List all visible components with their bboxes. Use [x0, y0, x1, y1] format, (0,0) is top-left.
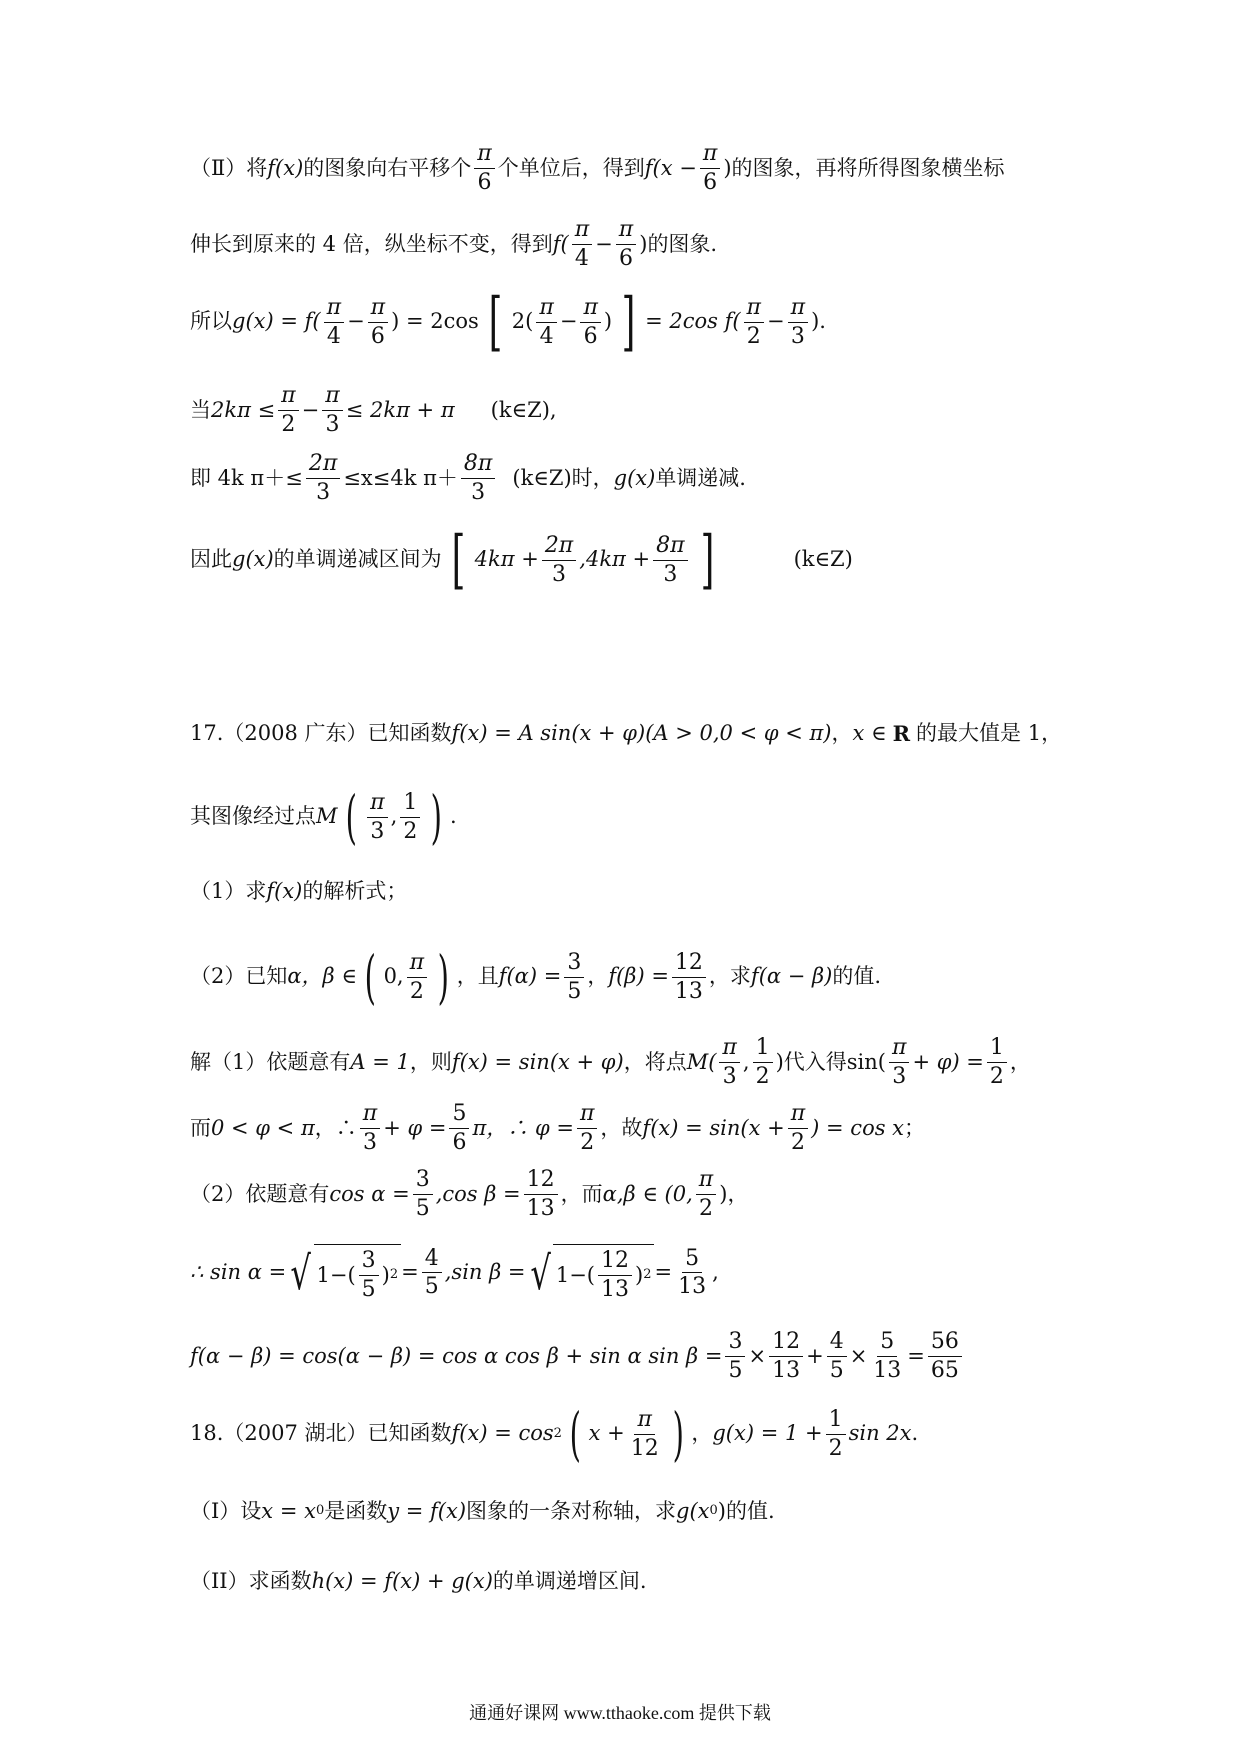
fraction: $\frac{\pi}{3}$ [360, 1102, 380, 1155]
left-bracket: [ [451, 523, 466, 597]
fraction: $\frac{1}{2}$ [987, 1036, 1007, 1089]
problem-17-question-1: （1）求 f(x) 的解析式； [190, 879, 408, 903]
problem-17-question-2: （2）已知 α，β ∈ ( 0, $\frac{\pi}{2}$ ) ，且 f(α) = $\frac{3}{5}$ ， f(β) = $\frac{12}{13}$ ，求 f(α − β) 的值. [190, 943, 882, 1011]
solution-16-line-2: 伸长到原来的 4 倍，纵坐标不变，得到 f( $\frac{\pi}{4}$ − $\frac{\pi}{6}$ ) 的图象. [190, 217, 718, 271]
fraction: $\frac{8\pi}{3}$ [461, 452, 495, 505]
fraction: $\frac{\pi}{6}$ [474, 142, 494, 195]
fraction: $\frac{1}{2}$ [753, 1036, 773, 1089]
fraction: $\frac{56}{65}$ [928, 1330, 962, 1383]
solution-17-line-3: （2）依题意有 cos α = $\frac{3}{5}$ ,cos β = $\frac{12}{13}$ ，而 α,β ∈ (0, $\frac{\pi}{2}$ ) ， [190, 1167, 749, 1221]
fraction: $\frac{\pi}{6}$ [616, 218, 636, 271]
square-root: √ 1−( $\frac{12}{13}$ ) 2 [526, 1244, 655, 1302]
fraction: $\frac{4}{5}$ [422, 1247, 442, 1300]
fraction: $\frac{\pi}{6}$ [368, 296, 388, 349]
fraction: $\frac{5}{6}$ [449, 1102, 469, 1155]
fraction: $\frac{\pi}{3}$ [889, 1036, 909, 1089]
fraction: $\frac{12}{13}$ [672, 951, 706, 1004]
solution-17-line-4: ∴ sin α = √ 1−( $\frac{3}{5}$ ) 2 = $\frac{4}{5}$ ,sin β = √ 1−( $\frac{12}{13}$ ) 2 = $\frac{5}{13}$ , [190, 1245, 719, 1302]
fraction: $\frac{2\pi}{3}$ [542, 534, 576, 587]
fraction: $\frac{\pi}{3}$ [322, 384, 342, 437]
fraction: $\frac{\pi}{4}$ [324, 296, 344, 349]
solution-17-line-2: 而 0 < φ < π ，∴ $\frac{\pi}{3}$ + φ = $\frac{5}{6}$ π ，∴ φ = $\frac{\pi}{2}$ ，故 f(x) = sin(x + $\frac{\pi}{2}$ ) = cos x ； [190, 1101, 926, 1155]
fraction: $\frac{3}{5}$ [359, 1249, 379, 1302]
problem-17-statement: 17.（2008 广东）已知函数 f(x) = A sin(x + φ)(A > 0,0 < φ < π) ， x ∈ R 的最大值是 1， [190, 721, 1063, 746]
fraction: $\frac{8\pi}{3}$ [653, 534, 687, 587]
fraction: $\frac{12}{13}$ [769, 1330, 803, 1383]
fraction: $\frac{\pi}{6}$ [580, 296, 600, 349]
solution-17-line-5: f(α − β) = cos(α − β) = cos α cos β + sin α sin β = $\frac{3}{5}$ × $\frac{12}{13}$ + $\frac{4}{5}$ × $\frac{5}{13}$ = $\frac{56}{65}$ [190, 1330, 1170, 1383]
solution-16-line-4: 当 2kπ ≤ $\frac{\pi}{2}$ − $\frac{\pi}{3}$ ≤ 2kπ + π (k∈Z), [190, 383, 557, 437]
square-root: √ 1−( $\frac{3}{5}$ ) 2 [286, 1244, 401, 1302]
solution-16-line-5: 即 4k π＋≤ $\frac{2\pi}{3}$ ≤x≤4k π＋ $\frac{8\pi}{3}$ (k∈Z)时， g(x) 单调递减. [190, 451, 746, 505]
fraction: $\frac{\pi}{3}$ [788, 296, 808, 349]
solution-16-line-6: 因此 g(x) 的单调递减区间为 [ 4kπ + $\frac{2\pi}{3}$ ,4kπ + $\frac{8\pi}{3}$ ] (k∈Z) [190, 523, 853, 597]
problem-17-point: 其图像经过点 M ( $\frac{\pi}{3}$ , $\frac{1}{2}$ ) . [190, 783, 457, 851]
fraction: $\frac{3}{5}$ [413, 1168, 433, 1221]
fraction: $\frac{\pi}{2}$ [577, 1102, 597, 1155]
fraction: $\frac{\pi}{3}$ [719, 1036, 739, 1089]
solution-17-line-1: 解（1）依题意有 A = 1 ，则 f(x) = sin(x + φ) ，将点 M( $\frac{\pi}{3}$ , $\frac{1}{2}$ ) 代入得 sin( $\frac{\pi}{3}$ + φ) = $\frac{1}{2}$ ， [190, 1035, 1031, 1089]
solution-16-line-3: 所以 g(x) = f( $\frac{\pi}{4}$ − $\frac{\pi}{6}$ ) = 2cos [ 2( $\frac{\pi}{4}$ − $\frac{\pi}{6}$ ) ] = 2cos f( $\frac{\pi}{2}$ − $\frac{\pi}{3}$ ). [190, 285, 826, 359]
fraction: $\frac{\pi}{4}$ [572, 218, 592, 271]
fraction: $\frac{\pi}{12}$ [630, 1406, 659, 1461]
right-bracket: ] [621, 285, 636, 359]
fraction: $\frac{12}{13}$ [524, 1168, 558, 1221]
fraction: $\frac{\pi}{2}$ [744, 296, 764, 349]
fraction: $\frac{4}{5}$ [827, 1330, 847, 1383]
fraction: $\frac{\pi}{3}$ [367, 791, 387, 844]
fraction: $\frac{5}{13}$ [873, 1329, 902, 1383]
fraction: $\frac{3}{5}$ [725, 1330, 745, 1383]
fraction: $\frac{\pi}{2}$ [407, 951, 427, 1004]
fraction: $\frac{2\pi}{3}$ [306, 452, 340, 505]
fraction: $\frac{\pi}{2}$ [278, 384, 298, 437]
problem-18-question-1: （I）设 x = x 0 是函数 y = f(x) 图象的一条对称轴，求 g(x 0 ) 的值. [190, 1499, 775, 1523]
fraction: $\frac{1}{2}$ [400, 791, 420, 844]
problem-18-statement: 18.（2007 湖北）已知函数 f(x) = cos 2 ( x + $\frac{\pi}{12}$ ) ， g(x) = 1 + $\frac{1}{2}$ sin 2x . [190, 1400, 919, 1468]
fraction: $\frac{3}{5}$ [564, 951, 584, 1004]
fraction: $\frac{\pi}{4}$ [536, 296, 556, 349]
fraction: $\frac{\pi}{6}$ [700, 142, 720, 195]
left-bracket: [ [488, 285, 503, 359]
fraction: $\frac{1}{2}$ [826, 1408, 846, 1461]
solution-16-line-1: （Ⅱ）将 f(x) 的图象向右平移个 $\frac{\pi}{6}$ 个单位后，得到 f(x − $\frac{\pi}{6}$ ) 的图象，再将所得图象横坐标 [190, 141, 1005, 195]
fraction: $\frac{\pi}{2}$ [696, 1168, 716, 1221]
fraction: $\frac{5}{13}$ [678, 1245, 707, 1300]
fraction: $\frac{12}{13}$ [598, 1249, 632, 1302]
page-footer: 通通好课网 www.tthaoke.com 提供下载 [469, 1703, 771, 1723]
problem-18-question-2: （II）求函数 h(x) = f(x) + g(x) 的单调递增区间. [190, 1569, 647, 1593]
fraction: $\frac{\pi}{2}$ [788, 1102, 808, 1155]
right-bracket: ] [700, 523, 714, 597]
